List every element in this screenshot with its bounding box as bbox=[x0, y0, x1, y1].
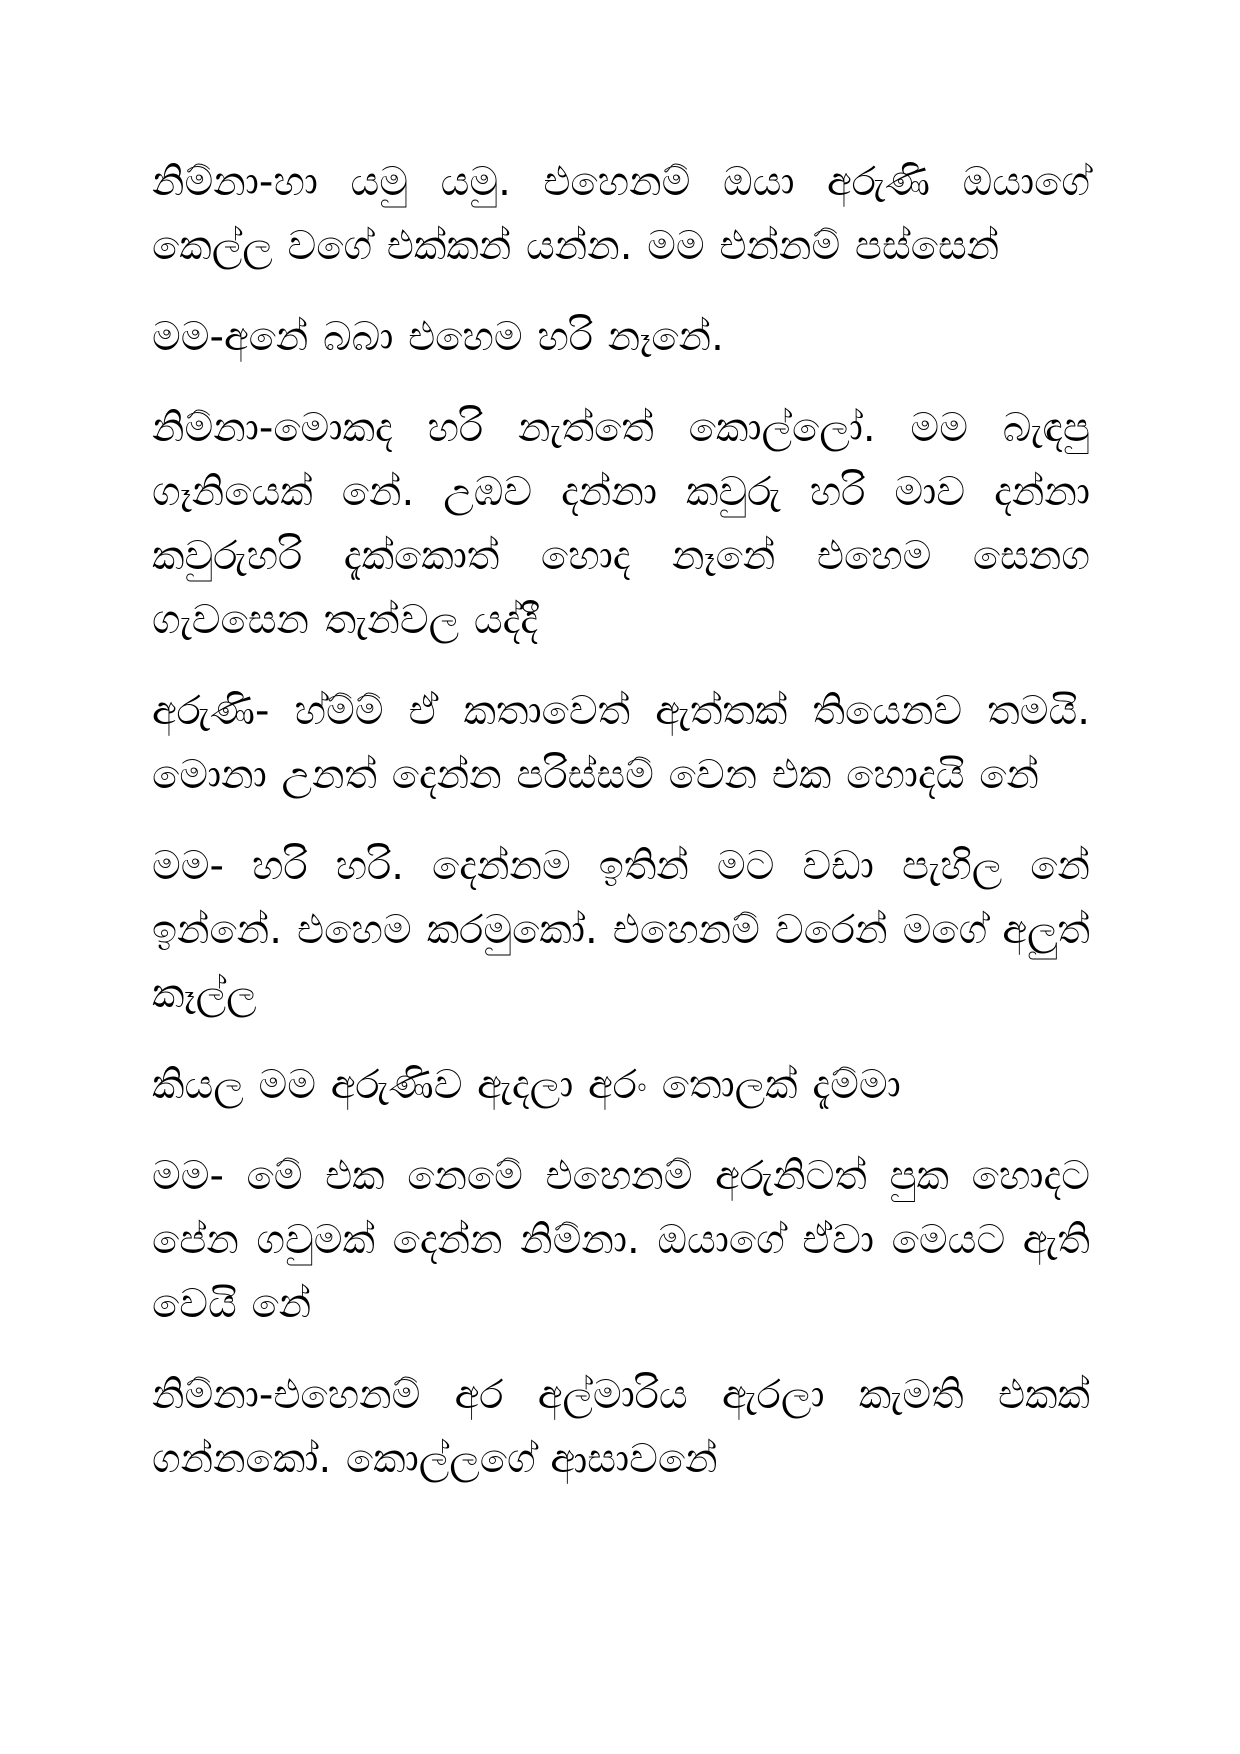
paragraph-8: නිම්නා-එහෙනම් අර අල්මාරිය ඇරලා කැමති එකක් ගන්නකෝ. කොල්ලගේ ආසාවනේ bbox=[152, 1372, 1090, 1482]
paragraph-3: නිම්නා-මොකද හරි නැත්තේ කොල්ලෝ. මම බැඳපු ගෑනියෙක් නේ. උඹව දන්නා කවුරු හරි මාව දන්නා කවුරුහරි දැක්කොත් හොද නෑනේ එහෙම සෙනග ගැවසෙන තැන්වල යද්දී bbox=[152, 405, 1090, 643]
paragraph-6: කියල මම අරුණිව ඇදලා අරං තොලක් දැම්මා bbox=[152, 1062, 901, 1108]
paragraph-4: අරුණි- හ්ම්ම් ඒ කතාවෙත් ඇත්තක් තියෙනව තමයි. මොනා උනත් දෙන්න පරිස්සම් වෙන එක හොදයි නේ bbox=[152, 688, 1090, 798]
paragraph-5: මම- හරි හරි. දෙන්නම ඉතින් මට වඩා පැහිල නේ ඉන්නේ. එහෙම කරමුකෝ. එහෙනම් වරෙන් මගේ අලුත් කෑල්ල bbox=[152, 843, 1090, 1017]
paragraph-1: නිම්නා-හා යමු යමු. එහෙනම් ඔයා අරුණි ඔයාගේ කෙල්ල වගේ එක්කන් යන්න. මම එන්නම් පස්සෙන් bbox=[152, 159, 1090, 269]
document-page bbox=[152, 150, 1090, 1518]
paragraph-7: මම- මේ එක නෙමේ එහෙනම් අරුනිටත් පුක හොදට පේන ගවුමක් දෙන්න නිම්නා. ඔයාගේ ඒවා මෙයට ඇති වෙයි නේ bbox=[152, 1153, 1090, 1327]
paragraph-2: මම-අනේ බබා එහෙම හරි නෑනේ. bbox=[152, 314, 724, 360]
